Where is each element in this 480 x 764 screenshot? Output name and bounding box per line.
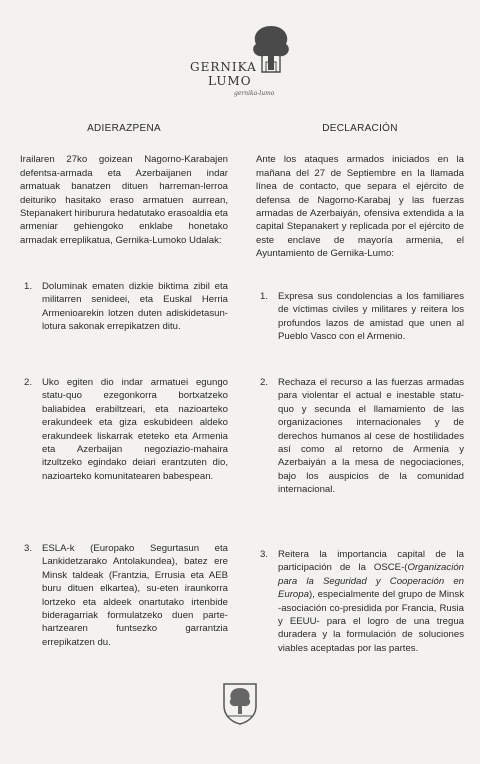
spanish-item-1 [256, 290, 464, 344]
spanish-intro: Ante los ataques armados iniciados en la mañana del 27 de Septiembre en la llamada línea de contacto, que separa el ejército de defensa de Nagorno-Karabaj y las fuerzas armadas de Azerbaiyán, ofensiva extendida a la capital Stepanakert y replicada por el ejército de este enclave de mayoría armenia, el Ayuntamiento de Gernika-Lumo: [256, 154, 464, 260]
spanish-column [256, 122, 464, 654]
logo-text-gernika: GERNIKA [190, 60, 257, 74]
basque-title: ADIERAZPENA [87, 123, 161, 134]
item-text: Doluminak ematen dizkie biktima zibil eta militarren senideei, eta Euskal Herria Armenioarekin lotzen duten adiskidetasun-lotura sakonak errepikatzen ditu. [42, 281, 228, 333]
item-text: Rechaza el recurso a las fuerzas armadas para violentar el actual e inestable statu-quo y secunda el llamamiento de las organizaciones internacionales y de derechos humanos al cese de hostilidades así como al retorno de Armenia y Azerbaiyán a la mesa de negociaciones, bajo los auspicios de la comunidad internacional. [278, 377, 464, 496]
logo-text-lumo: LUMO [208, 74, 252, 88]
item-number: 2. [260, 377, 269, 388]
item-text-emphasis: Organización para la Seguridad y Cooperación en Europa [278, 562, 464, 601]
item-number: 3. [24, 543, 33, 554]
item-number: 1. [24, 281, 33, 292]
basque-intro: Irailaren 27ko goizean Nagorno-Karabajen defentsa-armada eta Azerbaijanen indar armatuak banatzen dituen harreman-lerroa deituriko hasitako eraso armatuen aurrean, Stepanakert hiriburura hedatutako erasoaldia eta armeniar gehiengoko enklabe honetako armadak erreplikatua, Gernika-Lumoko Udalak: [20, 154, 229, 246]
gernika-lumo-logo [188, 22, 298, 102]
item-text: Uko egiten dio indar armatuei egungo statu-quo ezegonkorra bortxatzeko baliabidea erabiltzeari, eta nazioarteko erakundeek eta giza eskubideen aldeko erakundeek liskarrak eteteko eta Armenia eta Azerbaijan negoziazio-mahaira itzultzeko egindako deiari erantzuten dio, nazioarteko komunitatearen babespean. [42, 377, 228, 482]
spanish-item-3 [256, 548, 464, 655]
item-text [278, 548, 464, 655]
municipal-seal-icon [220, 680, 260, 726]
basque-item-2 [20, 376, 228, 483]
logo-subtext: gernika-lumo [234, 90, 275, 97]
spanish-title: DECLARACIÓN [322, 123, 398, 134]
basque-column [20, 122, 229, 648]
item-text: ESLA-k (Europako Segurtasun eta Lankidetzarako Antolakundea), batez ere Minsk taldeak (Frantzia, Errusia eta AEB buru dituen elkartea), su-eten iraunkorra lortzeko eta aldeek onartutako irtenbide bideragarriak formulatzeko duen parte-hartzearen funtsezko garrantzia errepikatzen du. [42, 543, 228, 648]
item-text: Expresa sus condolencias a los familiares de víctimas civiles y militares y reitera los profundos lazos de amistad que unen al Pueblo Vasco con el Armenio. [278, 291, 464, 343]
item-number: 1. [260, 291, 269, 302]
basque-item-3 [20, 542, 228, 649]
item-text-part: Reitera la importancia capital de la participación de la OSCE-( [278, 549, 464, 574]
basque-item-1 [20, 280, 228, 334]
item-number: 2. [24, 377, 33, 388]
item-text-part: ), especialmente del grupo de Minsk -asociación co-presidida por Francia, Rusia y EEUU- para el logro de una tregua duradera y la formulación de soluciones viables aceptadas por las partes. [278, 589, 464, 654]
spanish-item-2 [256, 376, 464, 497]
item-number: 3. [260, 549, 269, 560]
